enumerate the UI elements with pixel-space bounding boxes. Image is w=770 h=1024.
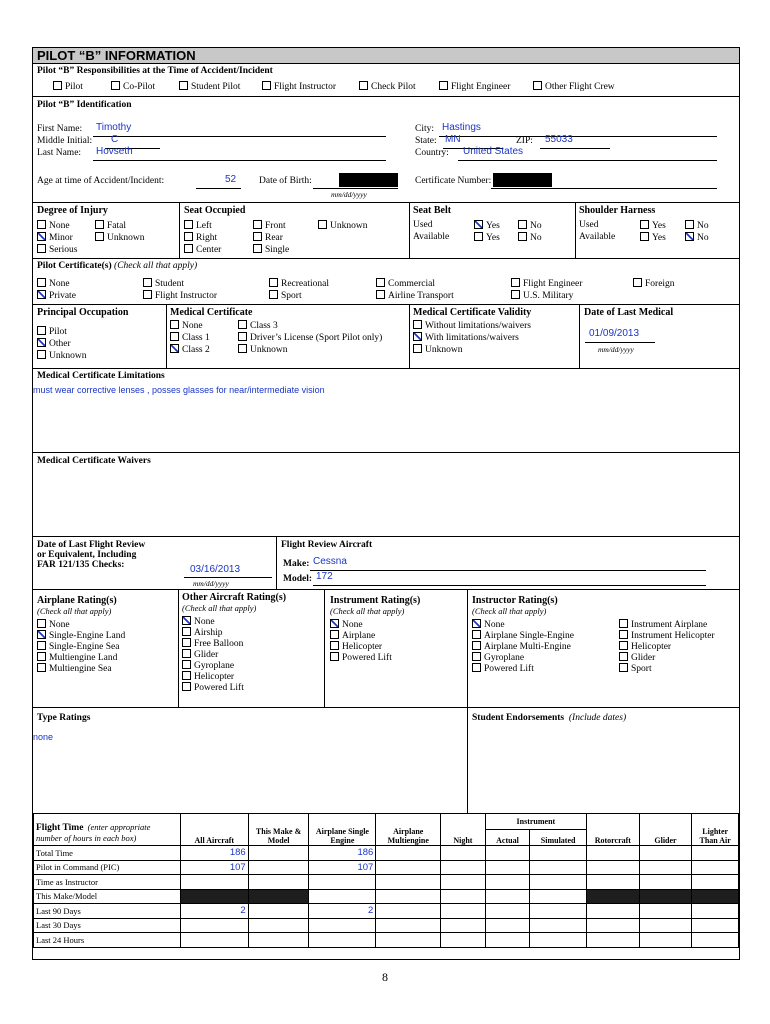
pilot-cert-label: Pilot Certificate(s): [37, 261, 112, 271]
instructor-gyroplane[interactable]: Gyroplane: [472, 652, 524, 663]
redacted-cert-number: [493, 173, 552, 187]
country-value[interactable]: United States: [463, 146, 524, 157]
table-row: Last 90 Days 2 2: [34, 904, 739, 919]
occupation-unknown[interactable]: Unknown: [37, 350, 86, 361]
table-row: Pilot in Command (PIC) 107 107: [34, 860, 739, 875]
instructor-none[interactable]: None: [472, 619, 505, 630]
checkbox-icon[interactable]: [182, 649, 191, 658]
checkbox-icon[interactable]: [439, 81, 448, 90]
checkbox-icon[interactable]: [253, 232, 262, 241]
cert-flight-instructor[interactable]: Flight Instructor: [143, 290, 217, 301]
last-name-line: [93, 160, 386, 161]
airplane-sel[interactable]: Single-Engine Land: [37, 630, 125, 641]
checkbox-icon[interactable]: [640, 220, 649, 229]
option-pilot[interactable]: Pilot: [53, 81, 83, 92]
cert-number-line: [491, 188, 717, 189]
belt-available-no[interactable]: No: [518, 232, 542, 243]
checkbox-icon[interactable]: [253, 244, 262, 253]
checkbox-icon[interactable]: [359, 81, 368, 90]
checkbox-icon[interactable]: [37, 244, 46, 253]
checked-box-icon[interactable]: [37, 290, 46, 299]
checkbox-icon[interactable]: [619, 619, 628, 628]
responsibilities-label: Pilot “B” Responsibilities at the Time of Accident/Incident: [37, 66, 273, 76]
dob-line: [313, 188, 398, 189]
zip-label: ZIP:: [516, 136, 533, 146]
cert-flight-engineer[interactable]: Flight Engineer: [511, 278, 582, 289]
checkbox-icon[interactable]: [474, 232, 483, 241]
injury-label: Degree of Injury: [37, 205, 108, 216]
first-name-value[interactable]: Timothy: [96, 122, 132, 133]
seat-belt-label: Seat Belt: [413, 205, 452, 216]
other-free-balloon[interactable]: Free Balloon: [182, 638, 243, 649]
checkbox-icon[interactable]: [37, 652, 46, 661]
option-student-pilot[interactable]: Student Pilot: [179, 81, 240, 92]
limitations-label: Medical Certificate Limitations: [37, 371, 165, 381]
middle-initial-value[interactable]: C: [111, 134, 119, 145]
other-none[interactable]: None: [182, 616, 215, 627]
table-row: This Make/Model: [34, 889, 739, 904]
cert-airline-transport[interactable]: Airline Transport: [376, 290, 454, 301]
checked-box-icon[interactable]: [182, 616, 191, 625]
checkbox-icon[interactable]: [179, 81, 188, 90]
instructor-powered-lift[interactable]: Powered Lift: [472, 663, 534, 674]
checkbox-icon[interactable]: [269, 290, 278, 299]
checkbox-icon[interactable]: [37, 220, 46, 229]
belt-used-yes[interactable]: Yes: [474, 220, 500, 231]
checkbox-icon[interactable]: [533, 81, 542, 90]
other-glider[interactable]: Glider: [182, 649, 218, 660]
checkbox-icon[interactable]: [182, 682, 191, 691]
seat-single[interactable]: Single: [253, 244, 289, 255]
airplane-mes[interactable]: Multiengine Sea: [37, 663, 112, 674]
other-gyroplane[interactable]: Gyroplane: [182, 660, 234, 671]
first-name-line: [93, 136, 386, 137]
airplane-rating-label: Airplane Rating(s): [37, 595, 117, 606]
validity-with[interactable]: With limitations/waivers: [413, 332, 519, 343]
col-lighter-than-air: Lighter Than Air: [692, 814, 739, 846]
zip-value[interactable]: 55033: [545, 134, 573, 145]
medical-none[interactable]: None: [170, 320, 203, 331]
checkbox-icon[interactable]: [182, 627, 191, 636]
medical-unknown[interactable]: Unknown: [238, 344, 287, 355]
checkbox-icon[interactable]: [37, 326, 46, 335]
medical-drivers-license[interactable]: Driver’s License (Sport Pilot only): [238, 332, 382, 343]
col-night: Night: [441, 814, 486, 846]
medical-class-3[interactable]: Class 3: [238, 320, 278, 331]
dob-label: Date of Birth:: [259, 176, 312, 186]
middle-initial-label: Middle Initial:: [37, 136, 93, 146]
seat-rear[interactable]: Rear: [253, 232, 283, 243]
type-ratings-text[interactable]: none: [33, 732, 54, 742]
checkbox-icon[interactable]: [37, 278, 46, 287]
instructor-helicopter[interactable]: Helicopter: [619, 641, 671, 652]
checkbox-icon[interactable]: [111, 81, 120, 90]
table-row: Total Time 186 186: [34, 846, 739, 861]
instructor-ame[interactable]: Airplane Multi-Engine: [472, 641, 571, 652]
col-all-aircraft: All Aircraft: [180, 814, 248, 846]
checkbox-icon[interactable]: [37, 663, 46, 672]
checkbox-icon[interactable]: [182, 671, 191, 680]
other-rating-label: Other Aircraft Rating(s): [182, 592, 287, 603]
checkbox-icon[interactable]: [143, 278, 152, 287]
medical-class-1[interactable]: Class 1: [170, 332, 210, 343]
checkbox-icon[interactable]: [472, 652, 481, 661]
checkbox-icon[interactable]: [640, 232, 649, 241]
injury-unknown[interactable]: Unknown: [95, 232, 144, 243]
checkbox-icon[interactable]: [619, 663, 628, 672]
airplane-ses[interactable]: Single-Engine Sea: [37, 641, 119, 652]
checkbox-icon[interactable]: [269, 278, 278, 287]
seat-unknown[interactable]: Unknown: [318, 220, 367, 231]
checkbox-icon[interactable]: [182, 660, 191, 669]
checkbox-icon[interactable]: [472, 641, 481, 650]
pilot-cert-section: Pilot Certificate(s) (Check all that apply) None Student Recreational Commercial Flight Engineer Foreign Private Flight Instructor Sport Airline Transport U.S. Military: [33, 259, 739, 305]
checkbox-icon[interactable]: [238, 320, 247, 329]
checkbox-icon[interactable]: [184, 244, 193, 253]
instructor-sport[interactable]: Sport: [619, 663, 652, 674]
harness-used-no[interactable]: No: [685, 220, 709, 231]
checked-box-icon[interactable]: [37, 630, 46, 639]
checkbox-icon[interactable]: [262, 81, 271, 90]
option-co-pilot[interactable]: Co-Pilot: [111, 81, 155, 92]
checked-box-icon[interactable]: [170, 344, 179, 353]
limitations-text[interactable]: must wear corrective lenses , posses glasses for near/intermediate vision: [33, 385, 325, 395]
type-ratings-label: Type Ratings: [37, 713, 91, 723]
checked-box-icon[interactable]: [330, 619, 339, 628]
identification-label: Pilot “B” Identification: [37, 100, 132, 110]
other-helicopter[interactable]: Helicopter: [182, 671, 234, 682]
other-airship[interactable]: Airship: [182, 627, 223, 638]
medical-validity-label: Medical Certificate Validity: [413, 307, 532, 318]
validity-without[interactable]: Without limitations/waivers: [413, 320, 531, 331]
state-label: State:: [415, 136, 437, 146]
col-airplane-single: Airplane Single Engine: [309, 814, 376, 846]
endorsements-label: Student Endorsements: [472, 713, 565, 723]
cert-recreational[interactable]: Recreational: [269, 278, 329, 289]
flight-time-header: Flight Time (enter appropriate number of hours in each box): [34, 814, 181, 846]
injury-section: Degree of Injury None Fatal Minor Unknown Serious Seat Occupied Left Front Unknown Right Rear Center Single Seat Belt Used Available Yes No Yes No Shoulder Harness Used Available Yes No Yes No: [33, 203, 739, 259]
pilot-b-form: [32, 47, 740, 960]
checkbox-icon[interactable]: [619, 630, 628, 639]
instructor-rating-label: Instructor Rating(s): [472, 595, 558, 606]
col-this-make-model: This Make & Model: [248, 814, 309, 846]
checked-box-icon[interactable]: [472, 619, 481, 628]
redacted-dob: [339, 173, 398, 187]
responsibilities-section: [33, 64, 739, 97]
harness-used-yes[interactable]: Yes: [640, 220, 666, 231]
medical-cert-label: Medical Certificate: [170, 307, 253, 318]
instrument-powered-lift[interactable]: Powered Lift: [330, 652, 392, 663]
age-label: Age at time of Accident/Incident:: [37, 176, 165, 186]
checkbox-icon[interactable]: [472, 663, 481, 672]
checkbox-icon[interactable]: [95, 232, 104, 241]
option-flight-engineer[interactable]: Flight Engineer: [439, 81, 510, 92]
checkbox-icon[interactable]: [37, 350, 46, 359]
checkbox-icon[interactable]: [511, 278, 520, 287]
cert-none[interactable]: None: [37, 278, 70, 289]
harness-label: Shoulder Harness: [579, 205, 656, 216]
last-name-value[interactable]: Hovseth: [96, 146, 133, 157]
first-name-label: First Name:: [37, 124, 83, 134]
instructor-glider[interactable]: Glider: [619, 652, 655, 663]
col-instrument-simulated: Simulated: [530, 830, 587, 846]
last-medical-label: Date of Last Medical: [584, 307, 674, 318]
waivers-label: Medical Certificate Waivers: [37, 456, 151, 466]
col-rotorcraft: Rotorcraft: [587, 814, 640, 846]
last-medical-date[interactable]: 01/09/2013: [589, 328, 640, 339]
cert-sport[interactable]: Sport: [269, 290, 302, 301]
checkbox-icon[interactable]: [182, 638, 191, 647]
checkbox-icon[interactable]: [95, 220, 104, 229]
checkbox-icon[interactable]: [413, 344, 422, 353]
option-other-flight-crew[interactable]: Other Flight Crew: [533, 81, 615, 92]
option-check-pilot[interactable]: Check Pilot: [359, 81, 416, 92]
checked-box-icon[interactable]: [474, 220, 483, 229]
belt-available-yes[interactable]: Yes: [474, 232, 500, 243]
airplane-mel[interactable]: Multiengine Land: [37, 652, 117, 663]
instrument-rating-label: Instrument Rating(s): [330, 595, 421, 606]
table-row: Last 30 Days: [34, 918, 739, 933]
checkbox-icon[interactable]: [413, 320, 422, 329]
option-flight-instructor[interactable]: Flight Instructor: [262, 81, 336, 92]
type-ratings-section: Type Ratings none Student Endorsements (Include dates): [33, 708, 739, 813]
checkbox-icon[interactable]: [143, 290, 152, 299]
checkbox-icon[interactable]: [238, 332, 247, 341]
occupation-label: Principal Occupation: [37, 307, 129, 318]
cert-foreign[interactable]: Foreign: [633, 278, 675, 289]
last-name-label: Last Name:: [37, 148, 82, 158]
seat-left[interactable]: Left: [184, 220, 212, 231]
checkbox-icon[interactable]: [511, 290, 520, 299]
instructor-instrument-helicopter[interactable]: Instrument Helicopter: [619, 630, 715, 641]
col-instrument-actual: Actual: [485, 830, 530, 846]
checkbox-icon[interactable]: [318, 220, 327, 229]
waivers-section: [33, 453, 739, 537]
checked-box-icon[interactable]: [37, 338, 46, 347]
checkbox-icon[interactable]: [518, 220, 527, 229]
flight-review-model[interactable]: 172: [316, 571, 333, 582]
state-value[interactable]: MN: [445, 134, 461, 145]
checkbox-icon[interactable]: [37, 619, 46, 628]
checkbox-icon[interactable]: [619, 652, 628, 661]
checkbox-icon[interactable]: [330, 630, 339, 639]
city-label: City:: [415, 124, 435, 134]
cert-commercial[interactable]: Commercial: [376, 278, 435, 289]
instructor-instrument-airplane[interactable]: Instrument Airplane: [619, 619, 707, 630]
other-powered-lift[interactable]: Powered Lift: [182, 682, 244, 693]
instructor-ase[interactable]: Airplane Single-Engine: [472, 630, 574, 641]
checkbox-icon[interactable]: [184, 232, 193, 241]
checkbox-icon[interactable]: [184, 220, 193, 229]
checkbox-icon[interactable]: [170, 320, 179, 329]
injury-none[interactable]: None: [37, 220, 70, 231]
col-airplane-multi: Airplane Multiengine: [376, 814, 441, 846]
cert-private[interactable]: Private: [37, 290, 76, 301]
checkbox-icon[interactable]: [170, 332, 179, 341]
checked-icon[interactable]: [37, 232, 46, 241]
col-glider: Glider: [639, 814, 692, 846]
table-row: Time as Instructor: [34, 875, 739, 890]
checkbox-icon[interactable]: [253, 220, 262, 229]
checkbox-icon[interactable]: [619, 641, 628, 650]
checkbox-icon[interactable]: [633, 278, 642, 287]
airplane-none[interactable]: None: [37, 619, 70, 630]
flight-time-table: [33, 813, 739, 948]
checkbox-icon[interactable]: [238, 344, 247, 353]
checked-box-icon[interactable]: [685, 232, 694, 241]
cert-number-label: Certificate Number:: [415, 176, 492, 186]
seat-center[interactable]: Center: [184, 244, 221, 255]
checkbox-icon[interactable]: [518, 232, 527, 241]
seat-right[interactable]: Right: [184, 232, 217, 243]
medical-section: Principal Occupation Pilot Other Unknown Medical Certificate None Class 3 Class 1 Driver’s License (Sport Pilot only) Class 2 Unknown Medical Certificate Validity Without limitations/waivers With limitations/waivers Unknown Date of Last Medical 01/09/2013 mm/dd/yyyy: [33, 305, 739, 369]
seat-label: Seat Occupied: [184, 205, 246, 216]
flight-review-make[interactable]: Cessna: [313, 556, 347, 567]
cert-student[interactable]: Student: [143, 278, 184, 289]
identification-section: [33, 97, 739, 203]
instrument-none[interactable]: None: [330, 619, 363, 630]
instrument-airplane[interactable]: Airplane: [330, 630, 375, 641]
checkbox-icon[interactable]: [330, 652, 339, 661]
harness-available-no[interactable]: No: [685, 232, 709, 243]
checked-box-icon[interactable]: [413, 332, 422, 341]
checkbox-icon[interactable]: [685, 220, 694, 229]
harness-available-yes[interactable]: Yes: [640, 232, 666, 243]
country-label: Country:: [415, 148, 449, 158]
belt-used-no[interactable]: No: [518, 220, 542, 231]
checkbox-icon[interactable]: [330, 641, 339, 650]
injury-serious[interactable]: Serious: [37, 244, 78, 255]
occupation-pilot[interactable]: Pilot: [37, 326, 67, 337]
validity-unknown[interactable]: Unknown: [413, 344, 462, 355]
medical-class-2[interactable]: Class 2: [170, 344, 210, 355]
page-number: 8: [382, 970, 388, 984]
col-instrument: Instrument: [485, 814, 586, 830]
age-line: [196, 188, 241, 189]
limitations-section: [33, 369, 739, 453]
checkbox-icon[interactable]: [53, 81, 62, 90]
table-row: Last 24 Hours: [34, 933, 739, 948]
injury-fatal[interactable]: Fatal: [95, 220, 126, 231]
form-title: PILOT “B” INFORMATION: [33, 48, 739, 64]
occupation-other[interactable]: Other: [37, 338, 71, 349]
injury-minor[interactable]: Minor: [37, 232, 73, 243]
city-value[interactable]: Hastings: [442, 122, 481, 133]
checkbox-icon[interactable]: [376, 290, 385, 299]
flight-review-section: Date of Last Flight Review or Equivalent, Including FAR 121/135 Checks: 03/16/2013 mm/dd/yyyy Flight Review Aircraft Make: Cessna Model: 172: [33, 537, 739, 590]
country-line: [458, 160, 717, 161]
ratings-section: Airplane Rating(s) (Check all that apply) None Single-Engine Land Single-Engine Sea Multiengine Land Multiengine Sea Other Aircraft Rating(s) (Check all that apply) None Airship Free Balloon Glider Gyroplane Helicopter Powered Lift Instrument Rating(s) (Check all that apply) None Airplane Helicopter Powered Lift Instructor Rating(s) (Check all that apply) None Airplane Single-Engine Airplane Multi-Engine Gyroplane Powered Lift Instrument Airplane Instrument Helicopter Helicopter Glider Sport: [33, 590, 739, 708]
dob-format: mm/dd/yyyy: [331, 190, 367, 199]
checkbox-icon[interactable]: [37, 641, 46, 650]
flight-review-aircraft-label: Flight Review Aircraft: [281, 540, 373, 550]
seat-front[interactable]: Front: [253, 220, 286, 231]
city-line: [439, 136, 717, 137]
instrument-helicopter[interactable]: Helicopter: [330, 641, 382, 652]
checkbox-icon[interactable]: [472, 630, 481, 639]
checkbox-icon[interactable]: [376, 278, 385, 287]
zip-line: [540, 148, 610, 149]
age-value[interactable]: 52: [225, 174, 237, 185]
flight-review-date[interactable]: 03/16/2013: [190, 564, 241, 575]
cert-us-military[interactable]: U.S. Military: [511, 290, 573, 301]
